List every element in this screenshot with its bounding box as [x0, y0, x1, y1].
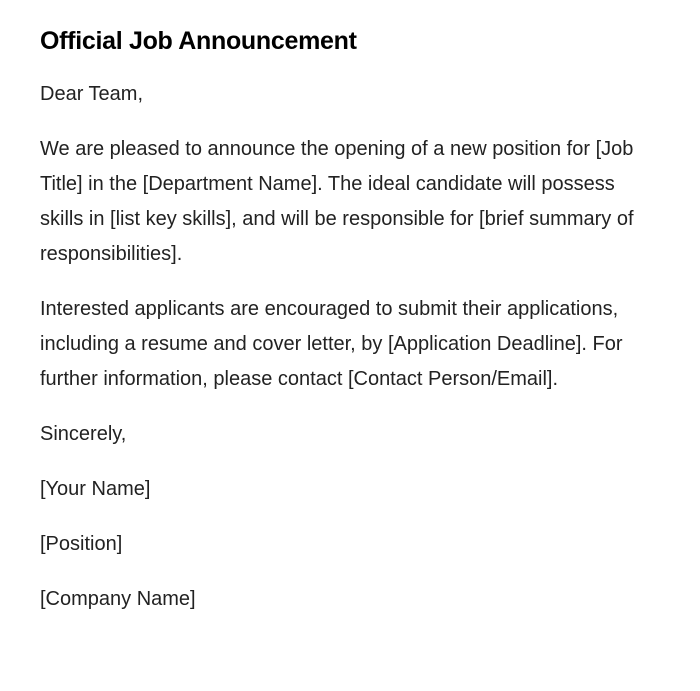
closing: Sincerely, [40, 423, 127, 445]
greeting: Dear Team, [40, 83, 144, 105]
signature-company: [Company Name] [40, 588, 196, 610]
signature-position: [Position] [40, 533, 123, 555]
body-paragraph-1: We are pleased to announce the opening of a new position for [Job Title] in the [Department Name]. The ideal candidate will possess skills in [list key skills], and will be responsible for [brief summary of responsibilities]. [40, 138, 634, 265]
document-title: Official Job Announcement [40, 27, 357, 55]
signature-name: [Your Name] [40, 478, 151, 500]
body-paragraph-2: Interested applicants are encouraged to submit their applications, including a resume and cover letter, by [Application Deadline]. For further information, please contact [Contact Person/Email]. [40, 298, 623, 390]
